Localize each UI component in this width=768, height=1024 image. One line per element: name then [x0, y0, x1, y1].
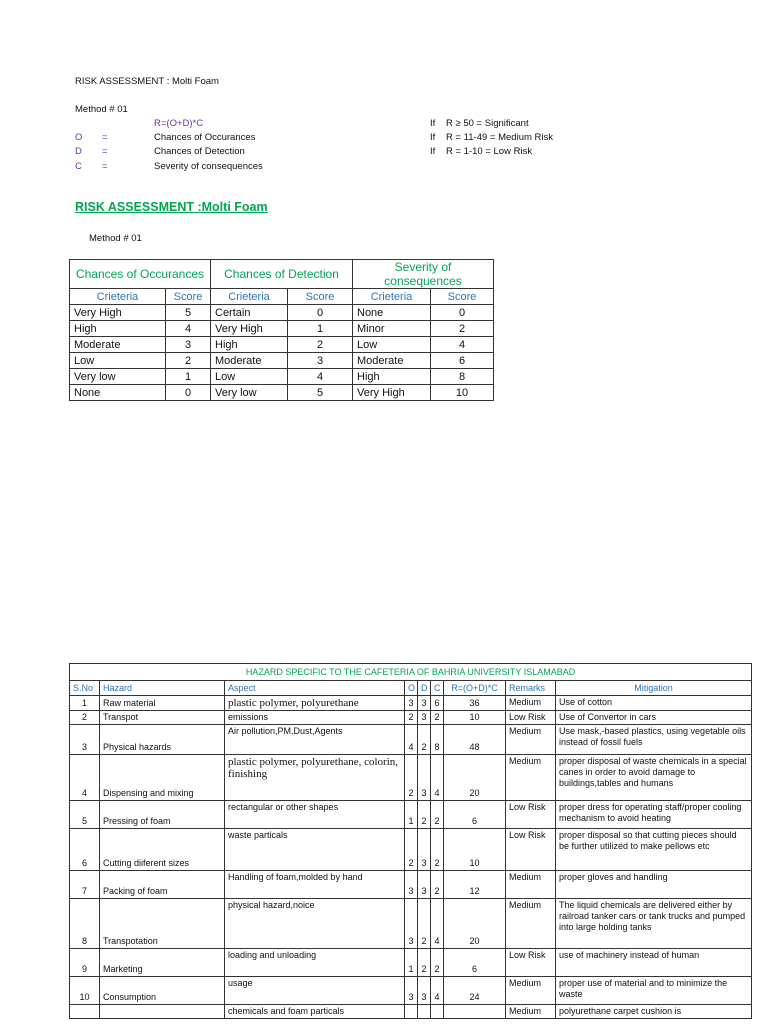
hazard-hazard-cell: Cutting diiferent sizes — [100, 829, 225, 871]
hazard-d-cell: 2 — [418, 725, 431, 755]
hazard-remarks-cell: Medium — [506, 755, 556, 801]
hazard-remarks-cell: Medium — [506, 696, 556, 711]
group-occurance: Chances of Occurances — [70, 260, 211, 289]
section-title: RISK ASSESSMENT :Molti Foam — [75, 200, 268, 214]
hazard-row — [70, 725, 752, 755]
hazard-mitigation-cell: proper gloves and handling — [556, 871, 752, 899]
criteria-cell: Very High — [70, 305, 166, 321]
formula: R=(O+D)*C — [154, 118, 204, 129]
hazard-c-cell: 2 — [431, 949, 444, 977]
doc-title: RISK ASSESSMENT : Molti Foam — [75, 76, 219, 87]
hazard-hazard-cell — [100, 1005, 225, 1019]
criteria-cell: Very low — [70, 369, 166, 385]
score-row — [70, 321, 494, 337]
rule-row — [430, 146, 533, 157]
hazard-o-cell: 3 — [405, 899, 418, 949]
hazard-sno-cell: 9 — [70, 949, 100, 977]
hazard-row — [70, 899, 752, 949]
score-cell: 4 — [431, 337, 494, 353]
hazard-sno-cell: 7 — [70, 871, 100, 899]
hazard-aspect-cell: plastic polymer, polyurethane — [225, 696, 405, 711]
hazard-hazard-cell: Dispensing and mixing — [100, 755, 225, 801]
criteria-cell: Certain — [211, 305, 288, 321]
rule-text: R ≥ 50 = Significant — [446, 118, 529, 129]
legend-key: C — [75, 161, 82, 172]
col-sno: S.No — [70, 681, 100, 696]
hazard-remarks-cell: Medium — [506, 1005, 556, 1019]
criteria-cell: Very High — [211, 321, 288, 337]
hazard-r-cell: 36 — [444, 696, 506, 711]
hazard-r-cell: 20 — [444, 755, 506, 801]
score-cell: 2 — [166, 353, 211, 369]
hazard-aspect-cell: physical hazard,noice — [225, 899, 405, 949]
col-hazard: Hazard — [100, 681, 225, 696]
col-aspect: Aspect — [225, 681, 405, 696]
hazard-aspect-cell: usage — [225, 977, 405, 1005]
score-cell: 8 — [431, 369, 494, 385]
hazard-mitigation-cell: Use of Convertor in cars — [556, 711, 752, 725]
hazard-d-cell — [418, 1005, 431, 1019]
hazard-aspect-cell: rectangular or other shapes — [225, 801, 405, 829]
hazard-row — [70, 711, 752, 725]
score-cell: 2 — [288, 337, 353, 353]
sub-score: Score — [166, 289, 211, 305]
hazard-table — [69, 663, 752, 1019]
hazard-remarks-cell: Medium — [506, 899, 556, 949]
hazard-mitigation-cell: proper use of material and to minimize the waste — [556, 977, 752, 1005]
method-label: Method # 01 — [75, 104, 128, 115]
hazard-c-cell — [431, 1005, 444, 1019]
rule-row — [430, 118, 529, 129]
hazard-aspect-cell: Handling of foam,molded by hand — [225, 871, 405, 899]
rule-if: If — [430, 146, 436, 157]
hazard-d-cell: 3 — [418, 696, 431, 711]
hazard-d-cell: 3 — [418, 871, 431, 899]
score-cell: 0 — [288, 305, 353, 321]
criteria-cell: High — [70, 321, 166, 337]
score-cell: 5 — [166, 305, 211, 321]
score-row — [70, 337, 494, 353]
hazard-o-cell: 3 — [405, 871, 418, 899]
score-row — [70, 369, 494, 385]
sub-criteria: Crieteria — [70, 289, 166, 305]
criteria-cell: Moderate — [70, 337, 166, 353]
legend-desc: Severity of consequences — [154, 161, 263, 172]
hazard-sno-cell: 3 — [70, 725, 100, 755]
criteria-cell: High — [353, 369, 431, 385]
hazard-sno-cell: 1 — [70, 696, 100, 711]
hazard-c-cell: 6 — [431, 696, 444, 711]
hazard-o-cell: 2 — [405, 755, 418, 801]
criteria-cell: Minor — [353, 321, 431, 337]
hazard-remarks-cell: Low Risk — [506, 711, 556, 725]
hazard-r-cell: 6 — [444, 801, 506, 829]
hazard-c-cell: 4 — [431, 977, 444, 1005]
score-cell: 1 — [166, 369, 211, 385]
hazard-mitigation-cell: Use of cotton — [556, 696, 752, 711]
hazard-r-cell — [444, 1005, 506, 1019]
hazard-sno-cell: 10 — [70, 977, 100, 1005]
criteria-cell: High — [211, 337, 288, 353]
hazard-r-cell: 6 — [444, 949, 506, 977]
score-cell: 10 — [431, 385, 494, 401]
hazard-mitigation-cell: proper disposal so that cutting pieces should be further utilized to make pellows etc — [556, 829, 752, 871]
section-method: Method # 01 — [89, 233, 142, 244]
hazard-mitigation-cell: Use mask,-based plastics, using vegetable oils instead of fossil fuels — [556, 725, 752, 755]
hazard-c-cell: 2 — [431, 871, 444, 899]
hazard-remarks-cell: Low Risk — [506, 801, 556, 829]
rule-if: If — [430, 118, 436, 129]
hazard-d-cell: 2 — [418, 899, 431, 949]
hazard-sno-cell: 5 — [70, 801, 100, 829]
hazard-hazard-cell: Pressing of foam — [100, 801, 225, 829]
hazard-aspect-cell: emissions — [225, 711, 405, 725]
hazard-remarks-cell: Low Risk — [506, 829, 556, 871]
score-cell: 4 — [166, 321, 211, 337]
col-c: C — [431, 681, 444, 696]
hazard-remarks-cell: Medium — [506, 725, 556, 755]
legend-key: D — [75, 146, 82, 157]
hazard-sno-cell: 4 — [70, 755, 100, 801]
criteria-cell: Moderate — [211, 353, 288, 369]
hazard-row — [70, 871, 752, 899]
hazard-hazard-cell: Marketing — [100, 949, 225, 977]
hazard-mitigation-cell: use of machinery instead of human — [556, 949, 752, 977]
hazard-row — [70, 977, 752, 1005]
legend-desc: Chances of Detection — [154, 146, 245, 157]
score-cell: 3 — [288, 353, 353, 369]
hazard-o-cell: 3 — [405, 696, 418, 711]
hazard-sno-cell: 2 — [70, 711, 100, 725]
criteria-cell: Low — [211, 369, 288, 385]
sub-criteria: Crieteria — [211, 289, 288, 305]
rule-text: R = 11-49 = Medium Risk — [446, 132, 554, 143]
hazard-d-cell: 2 — [418, 801, 431, 829]
score-cell: 3 — [166, 337, 211, 353]
legend-key: O — [75, 132, 83, 143]
col-mitigation: Mitigation — [556, 681, 752, 696]
hazard-c-cell: 8 — [431, 725, 444, 755]
legend-eq: = — [102, 132, 108, 143]
score-cell: 1 — [288, 321, 353, 337]
hazard-r-cell: 12 — [444, 871, 506, 899]
hazard-row — [70, 949, 752, 977]
score-cell: 2 — [431, 321, 494, 337]
hazard-c-cell: 4 — [431, 899, 444, 949]
hazard-o-cell — [405, 1005, 418, 1019]
criteria-cell: Very low — [211, 385, 288, 401]
hazard-o-cell: 2 — [405, 829, 418, 871]
rule-if: If — [430, 132, 436, 143]
hazard-remarks-cell: Medium — [506, 977, 556, 1005]
hazard-row — [70, 755, 752, 801]
hazard-c-cell: 2 — [431, 711, 444, 725]
group-severity: Severity of consequences — [353, 260, 494, 289]
rule-text: R = 1-10 = Low Risk — [446, 146, 533, 157]
hazard-d-cell: 2 — [418, 949, 431, 977]
col-o: O — [405, 681, 418, 696]
hazard-hazard-cell: Physical hazards — [100, 725, 225, 755]
score-cell: 0 — [431, 305, 494, 321]
score-cell: 0 — [166, 385, 211, 401]
hazard-hazard-cell: Raw material — [100, 696, 225, 711]
score-table — [69, 259, 494, 401]
hazard-r-cell: 10 — [444, 829, 506, 871]
hazard-o-cell: 4 — [405, 725, 418, 755]
hazard-hazard-cell: Transpotation — [100, 899, 225, 949]
hazard-sno-cell: 6 — [70, 829, 100, 871]
hazard-d-cell: 3 — [418, 711, 431, 725]
hazard-sno-cell: 8 — [70, 899, 100, 949]
hazard-d-cell: 3 — [418, 829, 431, 871]
hazard-row — [70, 829, 752, 871]
legend-eq: = — [102, 146, 108, 157]
criteria-cell: Moderate — [353, 353, 431, 369]
criteria-cell: Very High — [353, 385, 431, 401]
hazard-aspect-cell: waste particals — [225, 829, 405, 871]
hazard-remarks-cell: Low Risk — [506, 949, 556, 977]
hazard-hazard-cell: Packing of foam — [100, 871, 225, 899]
hazard-mitigation-cell: The liquid chemicals are delivered either by railroad tanker cars or tank trucks and pumped into large holding tanks — [556, 899, 752, 949]
hazard-d-cell: 3 — [418, 977, 431, 1005]
score-cell: 5 — [288, 385, 353, 401]
hazard-r-cell: 20 — [444, 899, 506, 949]
legend-eq: = — [102, 161, 108, 172]
hazard-r-cell: 24 — [444, 977, 506, 1005]
col-d: D — [418, 681, 431, 696]
hazard-hazard-cell: Transpot — [100, 711, 225, 725]
score-row — [70, 385, 494, 401]
col-r: R=(O+D)*C — [444, 681, 506, 696]
hazard-o-cell: 1 — [405, 949, 418, 977]
hazard-o-cell: 2 — [405, 711, 418, 725]
hazard-c-cell: 2 — [431, 829, 444, 871]
hazard-c-cell: 4 — [431, 755, 444, 801]
hazard-aspect-cell: Air pollution,PM,Dust,Agents — [225, 725, 405, 755]
hazard-hazard-cell: Consumption — [100, 977, 225, 1005]
score-row — [70, 353, 494, 369]
criteria-cell: None — [70, 385, 166, 401]
hazard-table-title: HAZARD SPECIFIC TO THE CAFETERIA OF BAHRIA UNIVERSITY ISLAMABAD — [70, 664, 752, 681]
col-remarks: Remarks — [506, 681, 556, 696]
score-cell: 4 — [288, 369, 353, 385]
hazard-r-cell: 10 — [444, 711, 506, 725]
hazard-sno-cell — [70, 1005, 100, 1019]
hazard-mitigation-cell: proper dress for operating staff/proper cooling mechanism to avoid heating — [556, 801, 752, 829]
group-detection: Chances of Detection — [211, 260, 353, 289]
sub-score: Score — [431, 289, 494, 305]
hazard-d-cell: 3 — [418, 755, 431, 801]
hazard-remarks-cell: Medium — [506, 871, 556, 899]
hazard-aspect-cell: loading and unloading — [225, 949, 405, 977]
hazard-mitigation-cell: proper disposal of waste chemicals in a special canes in order to avoid damage to buildings,tables and humans — [556, 755, 752, 801]
criteria-cell: None — [353, 305, 431, 321]
hazard-mitigation-cell: polyurethane carpet cushion is — [556, 1005, 752, 1019]
hazard-o-cell: 3 — [405, 977, 418, 1005]
hazard-c-cell: 2 — [431, 801, 444, 829]
score-cell: 6 — [431, 353, 494, 369]
rule-row — [430, 132, 554, 143]
hazard-row — [70, 801, 752, 829]
hazard-row — [70, 696, 752, 711]
sub-score: Score — [288, 289, 353, 305]
hazard-row — [70, 1005, 752, 1019]
criteria-cell: Low — [70, 353, 166, 369]
legend-desc: Chances of Occurances — [154, 132, 256, 143]
score-row — [70, 305, 494, 321]
criteria-cell: Low — [353, 337, 431, 353]
hazard-aspect-cell: plastic polymer, polyurethane, colorin, finishing — [225, 755, 405, 801]
hazard-r-cell: 48 — [444, 725, 506, 755]
hazard-o-cell: 1 — [405, 801, 418, 829]
sub-criteria: Crieteria — [353, 289, 431, 305]
hazard-aspect-cell: chemicals and foam particals — [225, 1005, 405, 1019]
